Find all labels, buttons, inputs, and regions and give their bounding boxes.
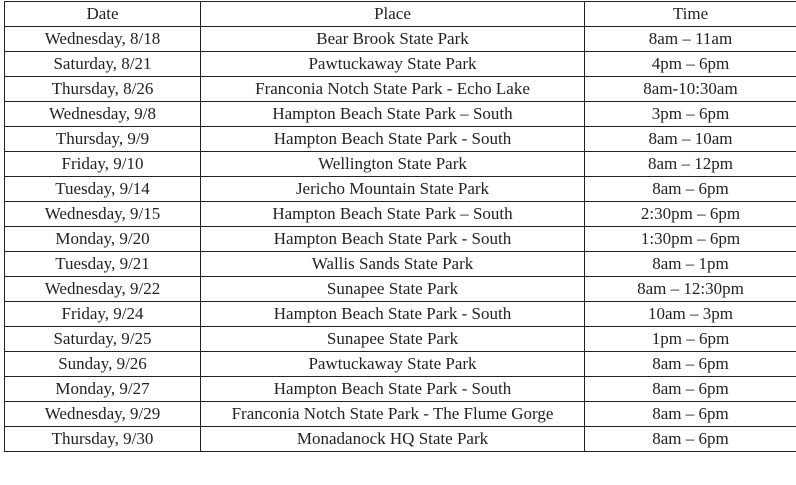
cell-time: 3pm – 6pm [585, 102, 796, 127]
cell-time: 2:30pm – 6pm [585, 202, 796, 227]
cell-time: 1pm – 6pm [585, 327, 796, 352]
cell-time: 8am – 11am [585, 27, 796, 52]
cell-date: Wednesday, 9/29 [5, 402, 201, 427]
cell-time: 8am – 10am [585, 127, 796, 152]
cell-time: 8am – 6pm [585, 402, 796, 427]
cell-time: 8am – 12:30pm [585, 277, 796, 302]
table-row [5, 352, 796, 377]
cell-place: Hampton Beach State Park - South [201, 302, 585, 327]
cell-date: Thursday, 8/26 [5, 77, 201, 102]
header-row [5, 2, 796, 27]
cell-place: Wallis Sands State Park [201, 252, 585, 277]
cell-time: 8am – 6pm [585, 177, 796, 202]
cell-date: Saturday, 8/21 [5, 52, 201, 77]
cell-place: Pawtuckaway State Park [201, 352, 585, 377]
table-body [5, 27, 796, 452]
table-row [5, 77, 796, 102]
table-row [5, 377, 796, 402]
cell-time: 10am – 3pm [585, 302, 796, 327]
cell-date: Wednesday, 9/8 [5, 102, 201, 127]
table-row [5, 277, 796, 302]
cell-time: 8am – 6pm [585, 377, 796, 402]
cell-place: Hampton Beach State Park - South [201, 227, 585, 252]
cell-time: 8am – 12pm [585, 152, 796, 177]
cell-place: Hampton Beach State Park - South [201, 377, 585, 402]
cell-time: 8am – 6pm [585, 352, 796, 377]
table-row [5, 127, 796, 152]
cell-time: 8am-10:30am [585, 77, 796, 102]
header-place: Place [201, 2, 585, 27]
cell-date: Monday, 9/20 [5, 227, 201, 252]
cell-date: Wednesday, 8/18 [5, 27, 201, 52]
cell-time: 1:30pm – 6pm [585, 227, 796, 252]
table-row [5, 227, 796, 252]
cell-place: Wellington State Park [201, 152, 585, 177]
cell-date: Sunday, 9/26 [5, 352, 201, 377]
table-row [5, 202, 796, 227]
table-row [5, 402, 796, 427]
table-row [5, 302, 796, 327]
table-row [5, 177, 796, 202]
schedule-table [4, 1, 796, 452]
header-date: Date [5, 2, 201, 27]
table-row [5, 252, 796, 277]
cell-place: Sunapee State Park [201, 277, 585, 302]
header-time: Time [585, 2, 796, 27]
cell-place: Hampton Beach State Park – South [201, 102, 585, 127]
cell-place: Franconia Notch State Park - The Flume Gorge [201, 402, 585, 427]
cell-place: Hampton Beach State Park – South [201, 202, 585, 227]
table-row [5, 52, 796, 77]
table-row [5, 27, 796, 52]
cell-place: Sunapee State Park [201, 327, 585, 352]
cell-place: Monadanock HQ State Park [201, 427, 585, 452]
cell-date: Friday, 9/24 [5, 302, 201, 327]
cell-date: Wednesday, 9/15 [5, 202, 201, 227]
table-row [5, 427, 796, 452]
table-header [5, 2, 796, 27]
cell-place: Jericho Mountain State Park [201, 177, 585, 202]
cell-place: Hampton Beach State Park - South [201, 127, 585, 152]
table-row [5, 327, 796, 352]
cell-date: Tuesday, 9/14 [5, 177, 201, 202]
cell-date: Tuesday, 9/21 [5, 252, 201, 277]
cell-place: Pawtuckaway State Park [201, 52, 585, 77]
cell-time: 8am – 6pm [585, 427, 796, 452]
cell-date: Wednesday, 9/22 [5, 277, 201, 302]
cell-time: 8am – 1pm [585, 252, 796, 277]
cell-place: Franconia Notch State Park - Echo Lake [201, 77, 585, 102]
table-row [5, 102, 796, 127]
cell-date: Friday, 9/10 [5, 152, 201, 177]
cell-date: Monday, 9/27 [5, 377, 201, 402]
cell-time: 4pm – 6pm [585, 52, 796, 77]
cell-date: Thursday, 9/9 [5, 127, 201, 152]
cell-date: Thursday, 9/30 [5, 427, 201, 452]
cell-place: Bear Brook State Park [201, 27, 585, 52]
cell-date: Saturday, 9/25 [5, 327, 201, 352]
table-row [5, 152, 796, 177]
